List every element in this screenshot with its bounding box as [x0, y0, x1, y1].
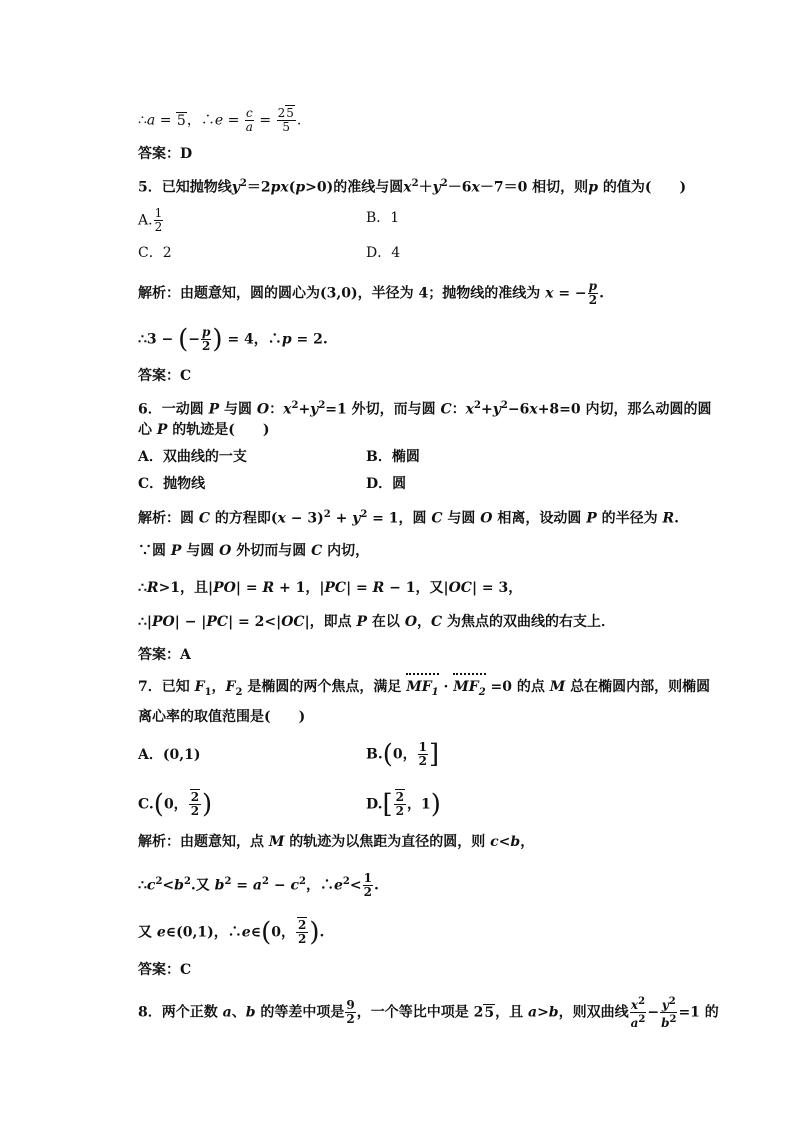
option-7b: B.(0， $\frac{1}{2}$ ]	[366, 739, 440, 770]
option-6c: C．抛物线	[138, 476, 206, 492]
option-5d: D．4	[366, 245, 401, 261]
option-5c: C．2	[138, 245, 172, 261]
solution-5-line-2: ∴3 − (− $\frac{p}{2}$ ) = 4，∴p = 2.	[138, 324, 328, 355]
option-6d: D．圆	[366, 476, 407, 492]
option-5a: A. $\frac{1}{2}$	[138, 206, 163, 234]
solution-7-line-1: 解析：由题意知，点 M 的轨迹为以焦距为直径的圆，则 c<b，	[138, 834, 535, 850]
option-7d: D.[ $\frac{2}{2}$ ，1)	[366, 789, 441, 820]
answer-5: 答案：C	[138, 368, 192, 384]
solution-6-line-2: ∵圆 P 与圆 O 外切而与圆 C 内切，	[138, 543, 370, 559]
option-6b: B．椭圆	[366, 449, 420, 465]
question-6-line-1: 6．一动圆 P 与圆 O：$x^2+y^2=1$ 外切，而与圆 C：$x^2+y^2-6x+8=0$ 内切，那么动圆的圆	[138, 400, 712, 418]
option-7c: C.(0， $\frac{2}{2}$ )	[138, 789, 213, 820]
solution-6-line-3: ∴R>1，且|PO| = R + 1，|PC| = R − 1，又|OC| = 3，	[138, 580, 523, 596]
option-5b: B．1	[366, 210, 400, 226]
question-7-line-2: 离心率的取值范围是( )	[138, 709, 306, 725]
answer-4: 答案：D	[138, 146, 193, 162]
answer-6: 答案：A	[138, 647, 191, 663]
solution-7-line-3: 又 e∈(0,1)，∴e∈(0， $\frac{2}{2}$ ).	[138, 917, 325, 948]
question-5: 5．已知抛物线$y^2=2px(p>0)$的准线与圆$x^2+y^2-6x-7=0$ 相切，则p 的值为( )	[138, 178, 687, 196]
solution-7-line-2: $\therefore c^2<b^2$.又 $b^2 = a^2 - c^2$，$\therefore e^2<$ $\frac{1}{2}$ .	[138, 871, 379, 900]
question-6-line-2: 心 P 的轨迹是( )	[138, 422, 270, 438]
solution-line-4: ∴a = 5，∴e = $\frac{c}{a}$ = $\frac{25}{5}$ .	[138, 106, 302, 134]
question-7-line-1: 7．已知 $F_1$，$F_2$ 是椭圆的两个焦点，满足 $MF_1 \cdot MF_2 =0$ 的点 M 总在椭圆内部，则椭圆	[138, 677, 710, 703]
answer-7: 答案：C	[138, 962, 192, 978]
option-6a: A．双曲线的一支	[138, 449, 247, 465]
solution-6-line-4: ∴|PO| − |PC| = 2<|OC|，即点 P 在以 O，C 为焦点的双曲线的右支上．	[138, 614, 616, 630]
option-7a: A．(0,1)	[138, 747, 201, 763]
solution-5-line-1: 解析：由题意知，圆的圆心为(3,0)，半径为 4；抛物线的准线为 x = − $\frac{p}{2}$ .	[138, 279, 604, 307]
question-8-line-1: 8．两个正数 a、b 的等差中项是 $\frac{9}{2}$ ，一个等比中项是 25，且 a>b，则双曲线 $\frac{x^2}{a^2}$ − $\frac{y^2}{b^2}$ =1 的	[138, 996, 719, 1030]
solution-6-line-1: 解析：圆 C 的方程即$(x - 3)^2 + y^2 = 1$，圆 C 与圆 O 相离，设动圆 P 的半径为 R.	[138, 509, 680, 527]
